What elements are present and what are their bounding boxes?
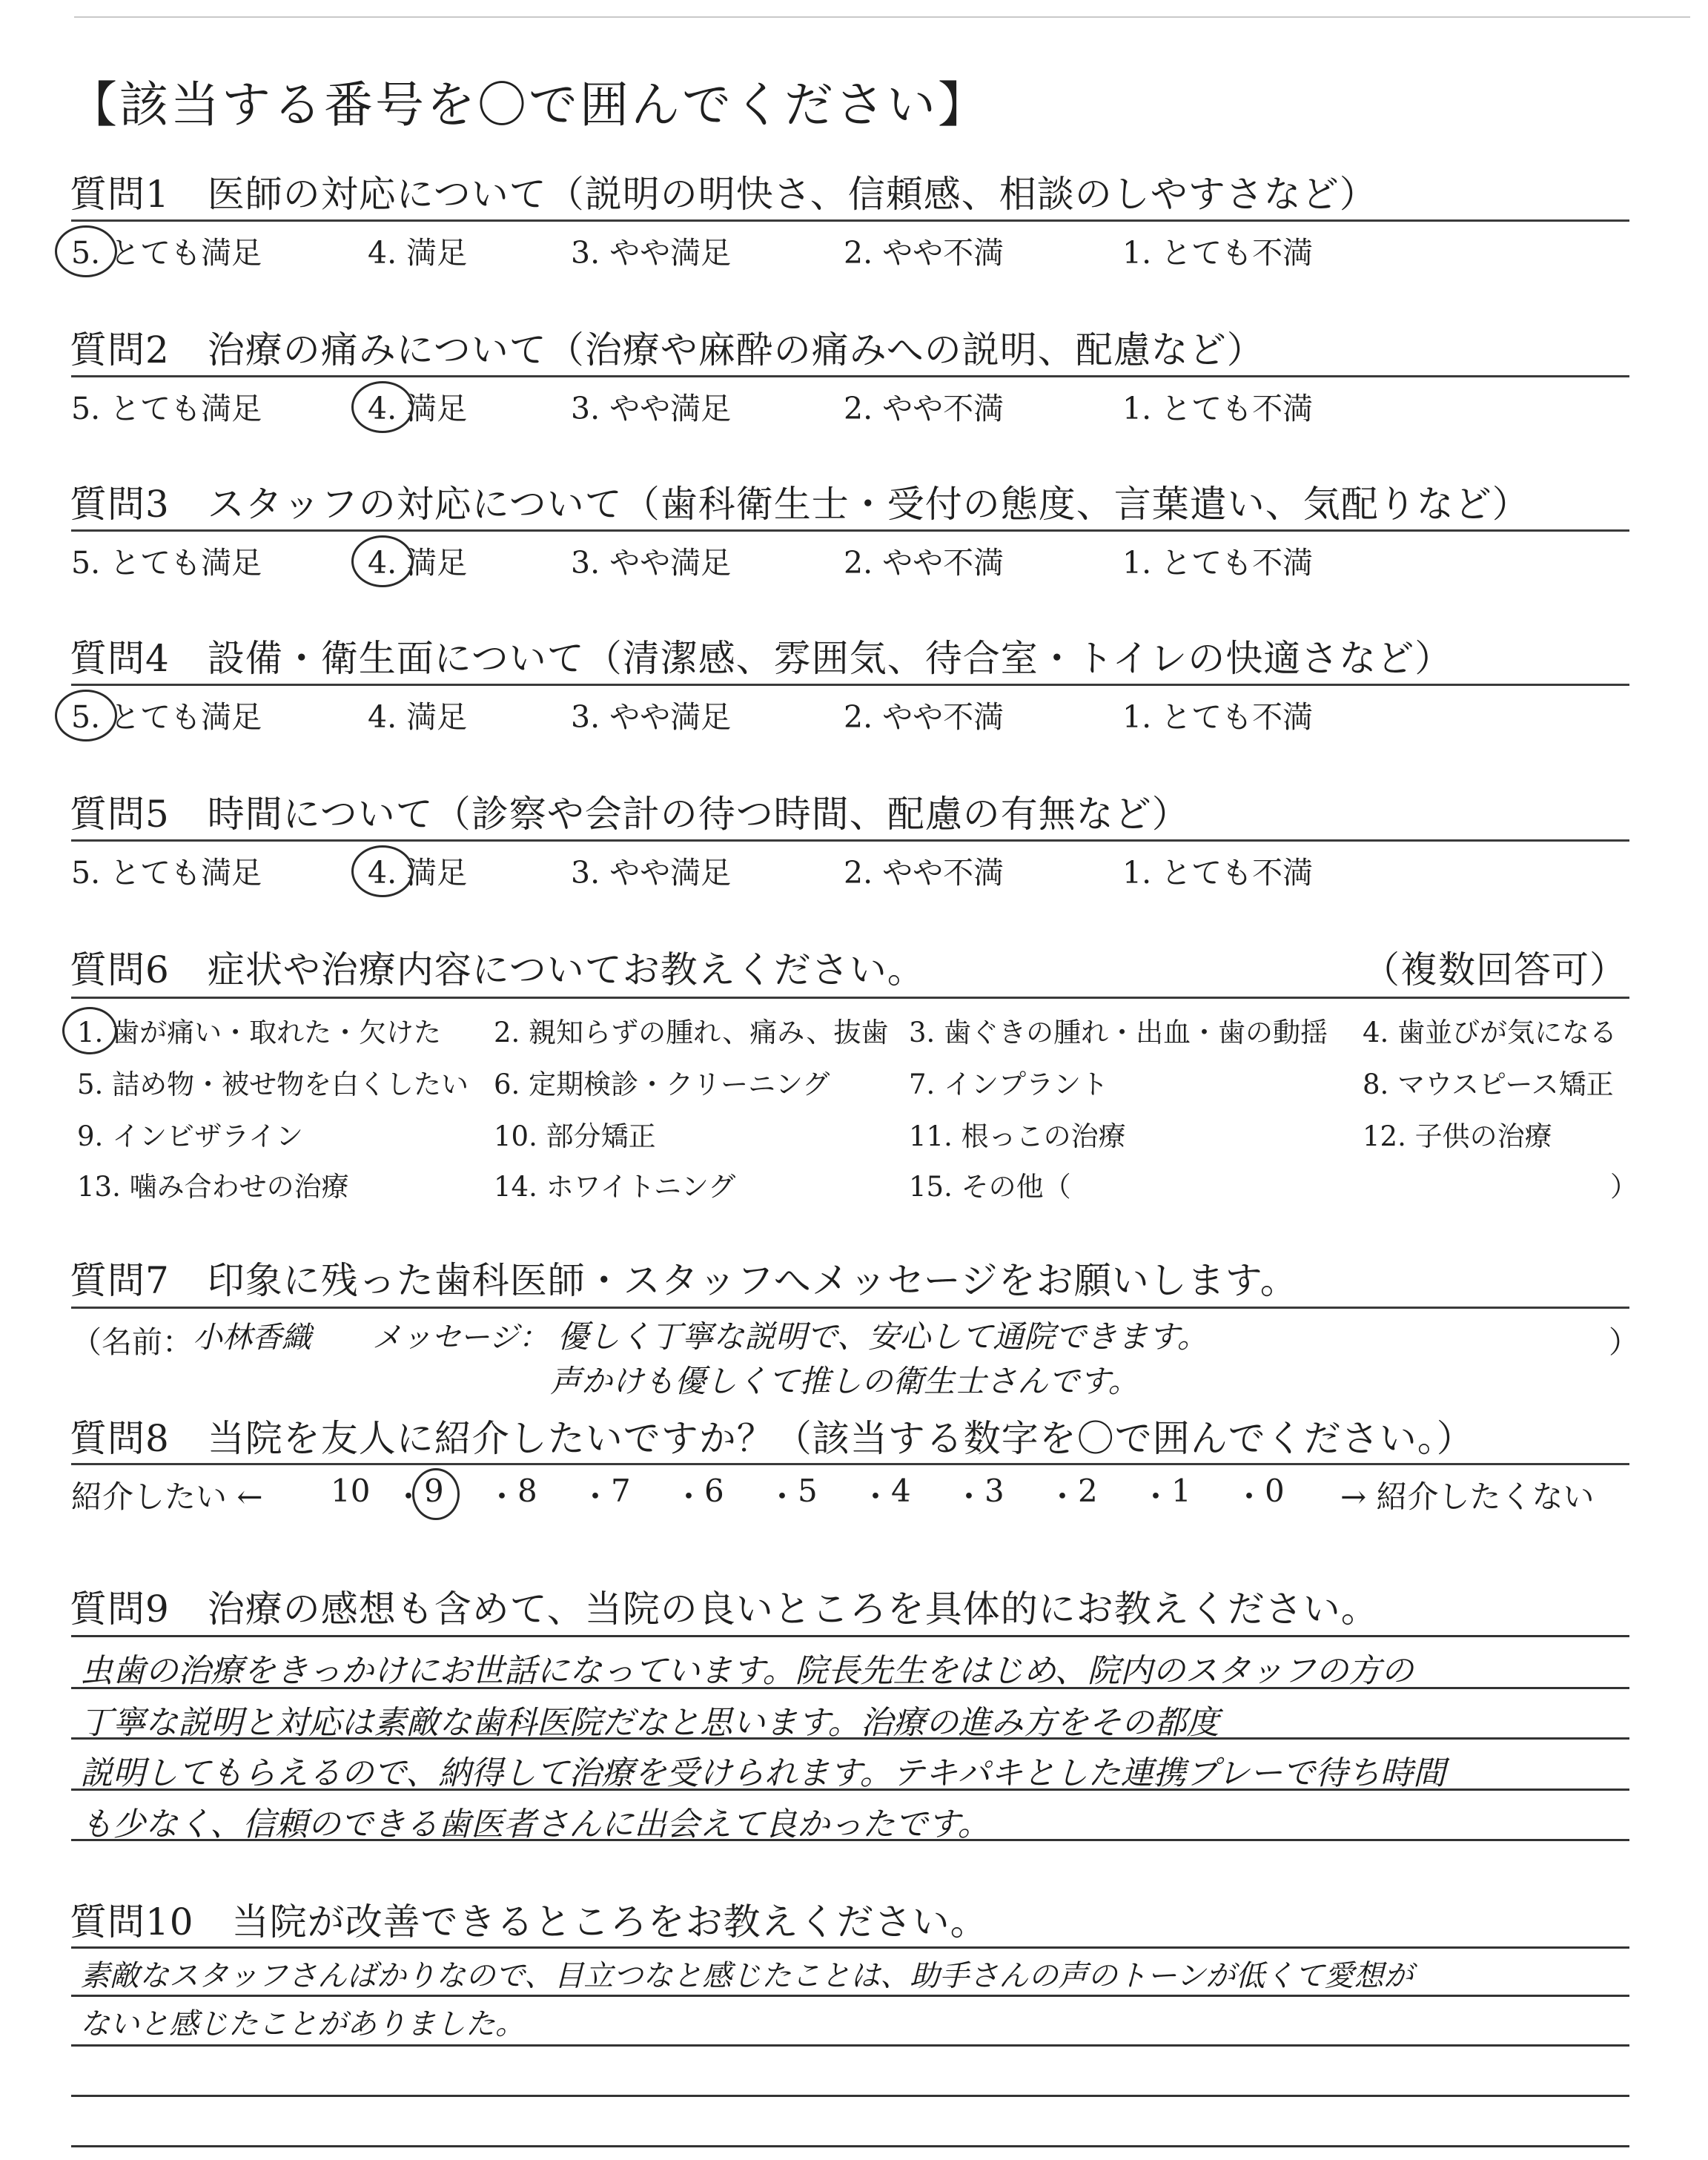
question-2-option-1[interactable]: 1. とても不満 — [1122, 391, 1314, 426]
question-3-option-1[interactable]: 1. とても不満 — [1122, 545, 1314, 581]
q10-answer-line: ないと感じたことがありました。 — [80, 2007, 525, 2041]
q8-score-10[interactable]: 10 — [331, 1473, 371, 1509]
question-5-option-1[interactable]: 1. とても不満 — [1122, 855, 1314, 891]
q10-answer-line: 素敵なスタッフさんばかりなので、目立つなと感じたことは、助手さんの声のトーンが低くて愛想が — [80, 1959, 1414, 1993]
question-3-title: 質問3 スタッフの対応について（歯科衛生士・受付の態度、言葉遣い、気配りなど） — [70, 483, 1530, 526]
q6-title: 質問6 症状や治療内容についてお教えください。 — [70, 948, 925, 991]
question-3-rule — [71, 529, 1629, 532]
q6-option-12[interactable]: 12. 子供の治療 — [1363, 1120, 1552, 1152]
q8-score-9[interactable]: 9 — [424, 1473, 444, 1509]
q8-separator: ・ — [486, 1479, 518, 1515]
question-4-option-5[interactable]: 5. とても満足 — [71, 699, 262, 735]
question-5-option-2[interactable]: 2. やや不満 — [844, 855, 1004, 891]
question-1-rule — [71, 219, 1629, 222]
question-2-option-3[interactable]: 3. やや満足 — [571, 391, 732, 426]
q8-score-8[interactable]: 8 — [517, 1473, 537, 1509]
q8-separator: ・ — [860, 1479, 892, 1515]
q8-separator: ・ — [393, 1479, 425, 1515]
q7-message-line2: 声かけも優しくて推しの衛生士さんです。 — [550, 1363, 1139, 1399]
q9-title: 質問9 治療の感想も含めて、当院の良いところを具体的にお教えください。 — [70, 1588, 1379, 1631]
question-1-option-1[interactable]: 1. とても不満 — [1122, 235, 1314, 271]
question-1-option-3[interactable]: 3. やや満足 — [571, 235, 732, 271]
q7-close-paren: ） — [1609, 1324, 1639, 1360]
q8-score-7[interactable]: 7 — [611, 1473, 631, 1509]
question-2-rule — [71, 375, 1629, 377]
q10-writing-line — [71, 2095, 1629, 2097]
q7-message-label: メッセージ： — [372, 1321, 549, 1355]
question-4-rule — [71, 684, 1629, 686]
question-3-option-3[interactable]: 3. やや満足 — [571, 545, 732, 581]
question-5-option-5[interactable]: 5. とても満足 — [71, 855, 262, 891]
question-4-option-3[interactable]: 3. やや満足 — [571, 699, 732, 735]
q6-option-3[interactable]: 3. 歯ぐきの腫れ・出血・歯の動揺 — [909, 1017, 1328, 1048]
q8-score-5[interactable]: 5 — [798, 1473, 818, 1509]
q8-score-1[interactable]: 1 — [1171, 1473, 1191, 1509]
question-4-option-4[interactable]: 4. 満足 — [368, 699, 468, 735]
q10-writing-line — [71, 2145, 1629, 2147]
question-2-selection-circle — [351, 381, 414, 433]
q8-separator: ・ — [580, 1479, 612, 1515]
q8-separator: ・ — [673, 1479, 705, 1515]
q10-title: 質問10 当院が改善できるところをお教えください。 — [70, 1900, 988, 1943]
question-5-rule — [71, 839, 1629, 842]
question-1-title: 質問1 医師の対応について（説明の明快さ、信頼感、相談のしやすさなど） — [70, 173, 1377, 216]
question-5-option-4[interactable]: 4. 満足 — [368, 855, 468, 891]
q8-score-6[interactable]: 6 — [704, 1473, 724, 1509]
q9-answer-line: 説明してもらえるので、納得して治療を受けられます。テキパキとした連携プレーで待ち時間 — [80, 1754, 1446, 1792]
q6-option-2[interactable]: 2. 親知らずの腫れ、痛み、抜歯 — [494, 1017, 889, 1048]
question-4-selection-circle — [55, 690, 117, 742]
question-5-option-3[interactable]: 3. やや満足 — [571, 855, 732, 891]
question-2-option-5[interactable]: 5. とても満足 — [71, 391, 262, 426]
q8-separator: ・ — [1047, 1479, 1079, 1515]
question-3-option-2[interactable]: 2. やや不満 — [844, 545, 1004, 581]
q6-option-10[interactable]: 10. 部分矯正 — [494, 1120, 656, 1152]
q8-separator: ・ — [767, 1479, 798, 1515]
q9-answer-line: も少なく、信頼のできる歯医者さんに出会えて良かったです。 — [80, 1806, 990, 1843]
q9-answer-line: 丁寧な説明と対応は素敵な歯科医院だなと思います。治療の進み方をその都度 — [80, 1704, 1219, 1742]
q8-left-label: 紹介したい ← — [71, 1479, 263, 1515]
question-3-option-5[interactable]: 5. とても満足 — [71, 545, 262, 581]
q6-rule — [71, 997, 1629, 999]
q6-option-11[interactable]: 11. 根っこの治療 — [909, 1120, 1126, 1152]
instructions-header: 【該当する番号を〇で囲んでください】 — [68, 76, 989, 133]
question-5-selection-circle — [351, 845, 414, 897]
q6-option-6[interactable]: 6. 定期検診・クリーニング — [494, 1069, 830, 1100]
q6-option-13[interactable]: 13. 噛み合わせの治療 — [77, 1171, 349, 1203]
question-1-selection-circle — [55, 225, 117, 277]
q8-right-label: → 紹介したくない — [1340, 1479, 1595, 1515]
q6-option-8[interactable]: 8. マウスピース矯正 — [1363, 1069, 1614, 1100]
question-1-option-4[interactable]: 4. 満足 — [368, 235, 468, 271]
q7-rule — [71, 1307, 1629, 1309]
question-3-selection-circle — [351, 535, 414, 587]
question-2-option-2[interactable]: 2. やや不満 — [844, 391, 1004, 426]
q6-note: （複数回答可） — [1363, 948, 1627, 991]
q6-option-9[interactable]: 9. インビザライン — [77, 1120, 303, 1152]
question-1-option-2[interactable]: 2. やや不満 — [844, 235, 1004, 271]
question-4-option-2[interactable]: 2. やや不満 — [844, 699, 1004, 735]
scan-edge — [74, 16, 1690, 18]
q8-separator: ・ — [1234, 1479, 1265, 1515]
q7-title: 質問7 印象に残った歯科医師・スタッフへメッセージをお願いします。 — [70, 1259, 1298, 1302]
q10-writing-line — [71, 1995, 1629, 1997]
q6-selection-circle — [62, 1007, 117, 1054]
q8-separator: ・ — [1140, 1479, 1172, 1515]
q8-separator: ・ — [953, 1479, 985, 1515]
q7-name-label: （名前： — [71, 1324, 193, 1360]
q10-writing-line — [71, 2044, 1629, 2047]
q6-option-7[interactable]: 7. インプラント — [909, 1069, 1109, 1100]
q6-option-14[interactable]: 14. ホワイトニング — [494, 1171, 736, 1203]
q8-title: 質問8 当院を友人に紹介したいですか？（該当する数字を〇で囲んでください。） — [70, 1417, 1474, 1460]
q6-other-close: ） — [1610, 1171, 1638, 1203]
q10-writing-line — [71, 1946, 1629, 1949]
question-4-title: 質問4 設備・衛生面について（清潔感、雰囲気、待合室・トイレの快適さなど） — [70, 637, 1453, 680]
question-4-option-1[interactable]: 1. とても不満 — [1122, 699, 1314, 735]
q6-option-5[interactable]: 5. 詰め物・被せ物を白くしたい — [77, 1069, 469, 1100]
q9-answer-line: 虫歯の治療をきっかけにお世話になっています。院長先生をはじめ、院内のスタッフの方の — [80, 1652, 1414, 1690]
q7-name: 小林香織 — [193, 1321, 311, 1355]
q8-score-3[interactable]: 3 — [984, 1473, 1004, 1509]
q8-selection-circle — [412, 1468, 460, 1520]
question-3-option-4[interactable]: 4. 満足 — [368, 545, 468, 581]
q8-score-0[interactable]: 0 — [1265, 1473, 1285, 1509]
q7-message-line1: 優しく丁寧な説明で、安心して通院できます。 — [557, 1318, 1208, 1355]
question-5-title: 質問5 時間について（診察や会計の待つ時間、配慮の有無など） — [70, 793, 1190, 836]
question-2-option-4[interactable]: 4. 満足 — [368, 391, 468, 426]
q6-option-4[interactable]: 4. 歯並びが気になる — [1363, 1017, 1618, 1048]
q6-option-15[interactable]: 15. その他（ — [909, 1171, 1071, 1203]
q8-rule — [71, 1463, 1629, 1465]
question-2-title: 質問2 治療の痛みについて（治療や麻酔の痛みへの説明、配慮など） — [70, 328, 1265, 371]
q6-option-1[interactable]: 1. 歯が痛い・取れた・欠けた — [77, 1017, 442, 1048]
q8-score-4[interactable]: 4 — [891, 1473, 911, 1509]
q8-score-2[interactable]: 2 — [1078, 1473, 1098, 1509]
question-1-option-5[interactable]: 5. とても満足 — [71, 235, 262, 271]
q9-writing-line — [71, 1635, 1629, 1637]
